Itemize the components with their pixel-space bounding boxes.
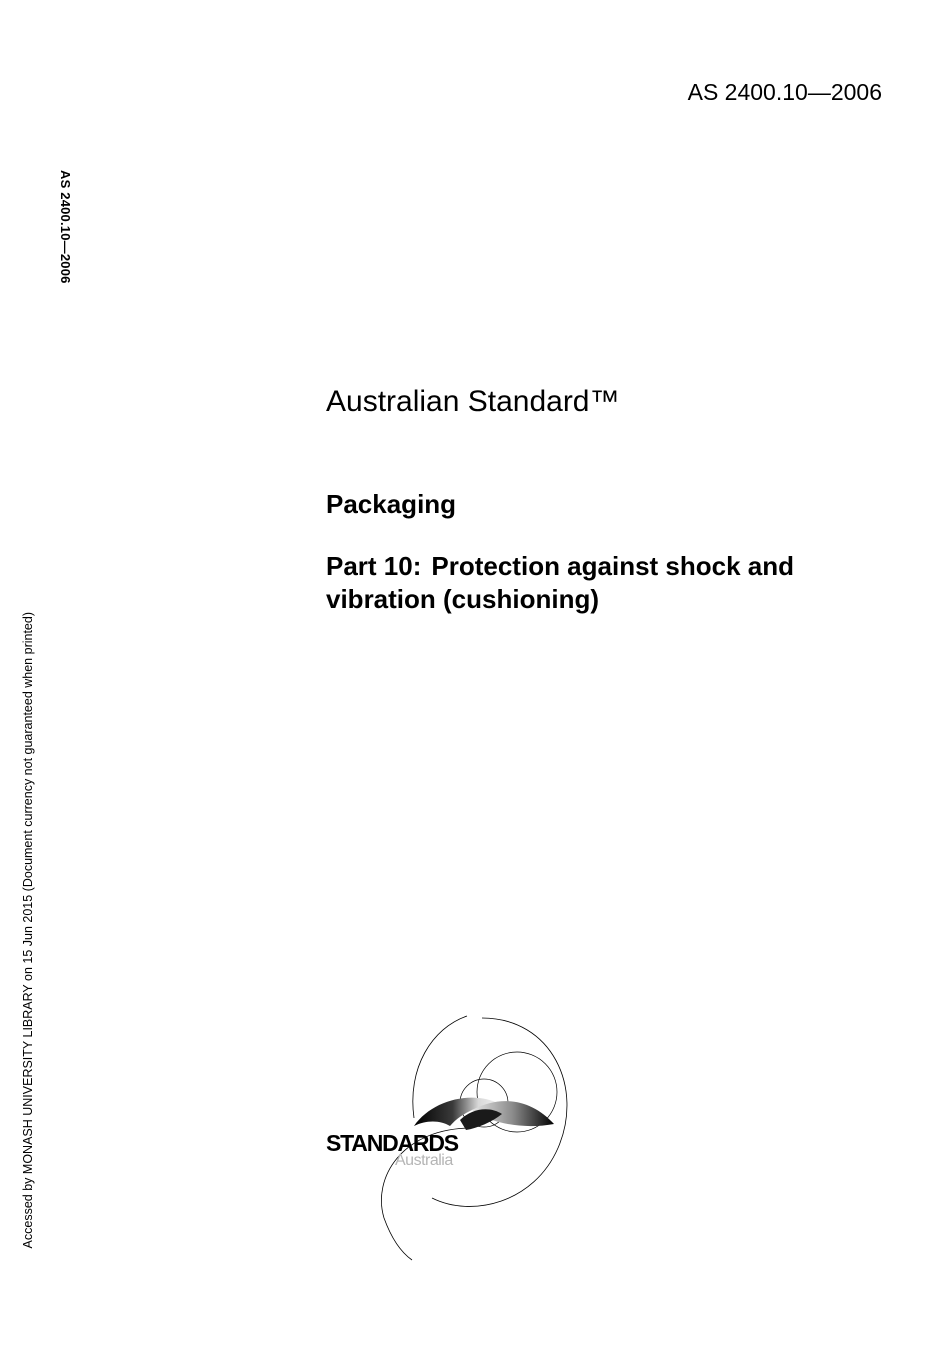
- part-title-text: Protection against shock and vibration (cushioning): [326, 551, 795, 614]
- logo-wordmark: STANDARDS: [326, 1130, 458, 1156]
- spine-document-number: AS 2400.10—2006: [58, 170, 73, 284]
- access-note: Accessed by MONASH UNIVERSITY LIBRARY on 15 Jun 2015 (Document currency not guaranteed when printed): [21, 611, 35, 1248]
- part-label: Part 10:: [326, 551, 422, 581]
- document-number: AS 2400.10—2006: [687, 79, 882, 105]
- logo-subname: Australia: [395, 1152, 453, 1169]
- part-title: [326, 550, 886, 616]
- standard-subject: Packaging: [326, 489, 457, 519]
- standard-series-title: Australian Standard™: [326, 385, 620, 418]
